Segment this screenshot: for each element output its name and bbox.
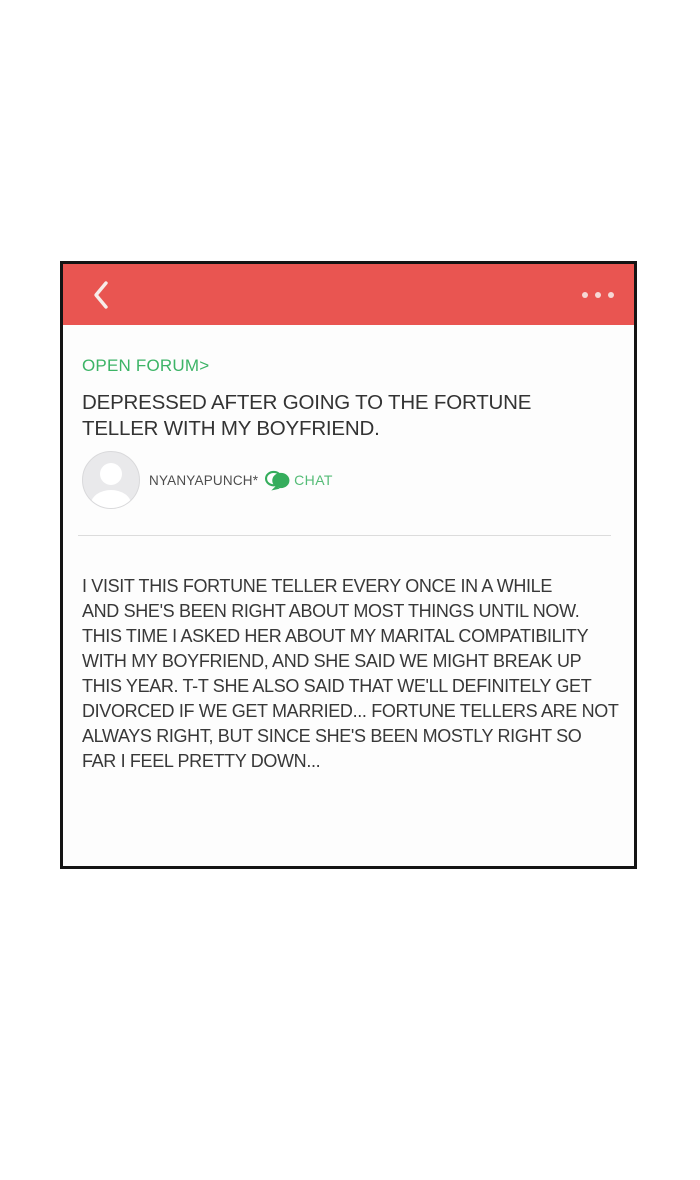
chevron-left-icon — [90, 279, 112, 311]
author-username: NYANYAPUNCH* — [149, 472, 259, 488]
ellipsis-icon — [582, 292, 588, 298]
app-header — [63, 264, 634, 325]
post-title: DEPRESSED AFTER GOING TO THE FORTUNE TELLER WITH MY BOYFRIEND. — [82, 391, 532, 440]
more-options-button[interactable] — [582, 277, 614, 313]
person-silhouette-icon — [91, 490, 131, 509]
person-silhouette-icon — [100, 463, 122, 485]
post-body: I VISIT THIS FORTUNE TELLER EVERY ONCE IN A WHILE AND SHE'S BEEN RIGHT ABOUT MOST THINGS UNTIL NOW. THIS TIME I ASKED HER ABOUT MY MARITAL COMPATIBILITY WITH MY BOYFRIEND, AND SHE SAID WE MIGHT BREAK UP THIS YEAR. T-T SHE ALSO SAID THAT WE'LL DEFINITELY GET DIVORCED IF WE GET MARRIED... FORTUNE TELLERS ARE NOT ALWAYS RIGHT, BUT SINCE SHE'S BEEN MOSTLY RIGHT SO FAR I FEEL PRETTY DOWN... — [82, 576, 619, 771]
post-content — [63, 325, 634, 774]
chat-button-label: CHAT — [294, 472, 333, 488]
divider — [78, 535, 611, 536]
ellipsis-icon — [595, 292, 601, 298]
chat-bubbles-icon — [265, 470, 290, 491]
breadcrumb-open-forum[interactable]: OPEN FORUM> — [82, 356, 210, 375]
avatar[interactable] — [82, 451, 140, 509]
forum-post-panel — [60, 261, 637, 869]
back-button[interactable] — [83, 277, 119, 313]
chat-button[interactable] — [265, 470, 333, 491]
author-row — [82, 451, 622, 509]
ellipsis-icon — [608, 292, 614, 298]
